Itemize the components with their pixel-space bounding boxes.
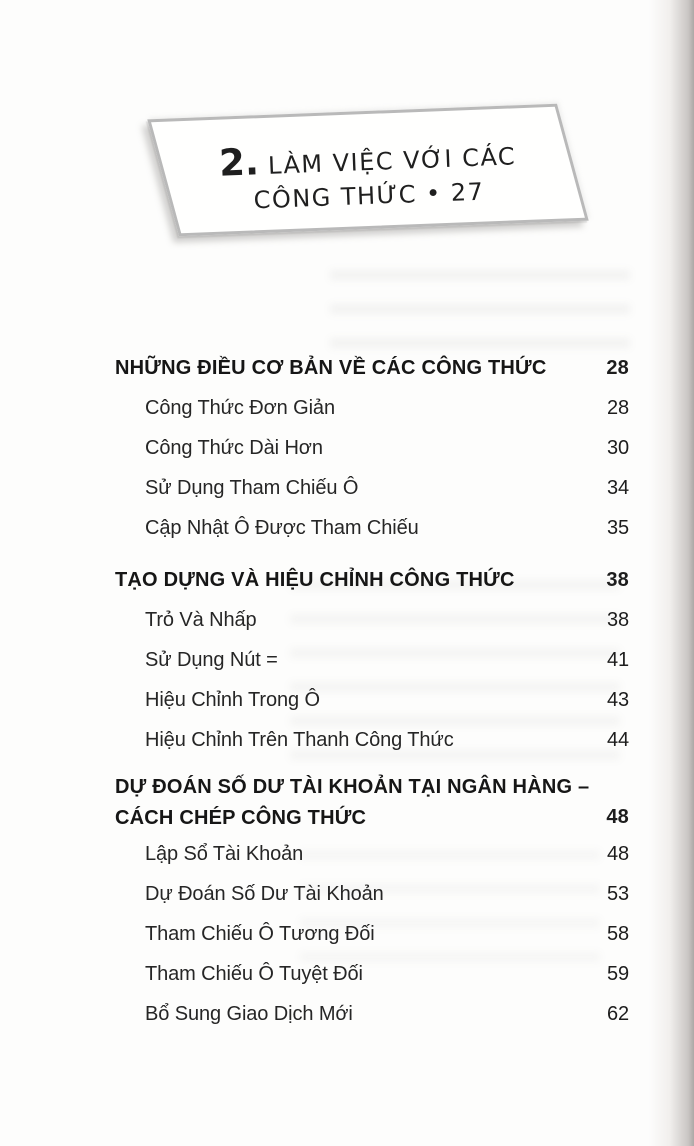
toc-item-page: 62: [606, 1002, 629, 1025]
table-of-contents: [115, 348, 629, 1034]
toc-item-label: Công Thức Dài Hơn: [145, 436, 323, 459]
chapter-badge-content: [164, 106, 572, 233]
toc-item-page: 48: [606, 842, 629, 865]
toc-item-label: Hiệu Chỉnh Trong Ô: [145, 688, 320, 711]
toc-item-page: 43: [606, 688, 629, 711]
toc-item: [115, 914, 629, 954]
toc-item: [115, 954, 629, 994]
toc-item: [115, 680, 629, 720]
chapter-badge: [147, 104, 588, 237]
toc-section-title: [115, 772, 606, 834]
toc-item: [115, 600, 629, 640]
chapter-title-separator: •: [425, 178, 443, 208]
toc-item: [115, 834, 629, 874]
toc-item-label: Trỏ Và Nhấp: [145, 608, 257, 631]
toc-item-label: Công Thức Đơn Giản: [145, 396, 335, 419]
toc-item-label: Bổ Sung Giao Dịch Mới: [145, 1002, 353, 1025]
toc-item-page: 58: [606, 922, 629, 945]
chapter-number: 2.: [218, 139, 260, 185]
toc-item-label: Sử Dụng Nút =: [145, 648, 278, 671]
toc-section-header: [115, 348, 629, 388]
toc-section-page: 48: [606, 806, 629, 828]
toc-section-title: TẠO DỰNG VÀ HIỆU CHỈNH CÔNG THỨC: [115, 568, 515, 591]
chapter-title-text2: CÔNG THỨC: [253, 179, 418, 214]
toc-section-page: 38: [606, 568, 629, 591]
chapter-title-text: LÀM VIỆC VỚI CÁC: [267, 141, 517, 180]
toc-item-page: 28: [606, 396, 629, 419]
toc-item-page: 41: [606, 648, 629, 671]
toc-section-header: [115, 770, 629, 834]
toc-item: [115, 720, 629, 760]
toc-section-title-line2: CÁCH CHÉP CÔNG THỨC: [115, 807, 367, 829]
toc-item-label: Lập Sổ Tài Khoản: [145, 842, 304, 865]
chapter-title-line1: [218, 130, 517, 184]
toc-item-label: Sử Dụng Tham Chiếu Ô: [145, 476, 359, 499]
toc-item: [115, 994, 629, 1034]
toc-item: [115, 388, 629, 428]
toc-item-page: 44: [606, 728, 629, 751]
toc-item-page: 38: [606, 608, 629, 631]
toc-item-label: Cập Nhật Ô Được Tham Chiếu: [145, 516, 419, 539]
toc-item-label: Tham Chiếu Ô Tương Đối: [145, 922, 375, 945]
toc-item: [115, 874, 629, 914]
toc-section-page: 28: [606, 356, 629, 379]
toc-item-page: 35: [606, 516, 629, 539]
toc-item: [115, 640, 629, 680]
toc-item: [115, 428, 629, 468]
toc-item-page: 34: [606, 476, 629, 499]
toc-section-title: NHỮNG ĐIỀU CƠ BẢN VỀ CÁC CÔNG THỨC: [115, 356, 547, 379]
toc-item-page: 30: [606, 436, 629, 459]
bleed-through-ghost: [330, 270, 630, 350]
toc-section-header: [115, 560, 629, 600]
toc-item-page: 53: [606, 882, 629, 905]
chapter-title-line2: [253, 177, 485, 214]
toc-item-page: 59: [606, 962, 629, 985]
toc-item-label: Hiệu Chỉnh Trên Thanh Công Thức: [145, 728, 454, 751]
toc-item: [115, 508, 629, 548]
toc-item: [115, 468, 629, 508]
toc-item-label: Tham Chiếu Ô Tuyệt Đối: [145, 962, 363, 985]
chapter-start-page: 27: [450, 177, 485, 207]
toc-item-label: Dự Đoán Số Dư Tài Khoản: [145, 882, 384, 905]
toc-section-title-line1: DỰ ĐOÁN SỐ DƯ TÀI KHOẢN TẠI NGÂN HÀNG –: [115, 776, 590, 798]
